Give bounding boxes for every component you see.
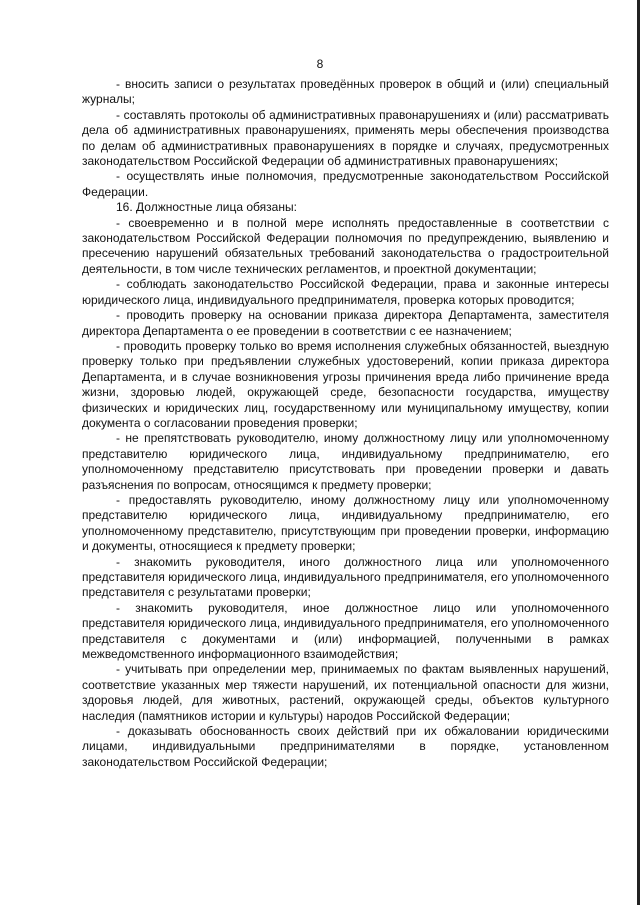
paragraph: - учитывать при определении мер, принимаемых по фактам выявленных нарушений, соответствие указанных мер тяжести нарушений, их потенциальной опасности для жизни, здоровья людей, для животных, растений, окружающей среды, объектов культурного наследия (памятников истории и культуры) народов Российской Федерации; (82, 662, 609, 723)
page-number: 8 (316, 57, 324, 71)
paragraph: - не препятствовать руководителю, иному должностному лицу или уполномоченному представителю юридического лица, индивидуальному предпринимателю, его уполномоченному представителю присутствовать при проведении проверки и давать разъяснения по вопросам, относящимся к предмету проверки; (82, 431, 609, 492)
paragraph: - составлять протоколы об административных правонарушениях и (или) рассматривать дела об административных правонарушениях, применять меры обеспечения производства по делам об административных правонарушениях в порядке и случаях, предусмотренных законодательством Российской Федерации об административных правонарушениях; (82, 107, 609, 169)
paragraph: - проводить проверку только во время исполнения служебных обязанностей, выездную проверку только при предъявлении служебных удостоверений, копии приказа директора Департамента, и в случае возникновения угрозы причинения вреда либо причинение вреда жизни, здоровью людей, окружающей среде, безопасности государства, имуществу физических и юридических лиц, государственному или муниципальному имуществу, копии документа о согласовании проведения проверки; (82, 338, 609, 430)
paragraph: - предоставлять руководителю, иному должностному лицу или уполномоченному представителю юридического лица, индивидуальному предпринимателю, его уполномоченному представителю, присутствующим при проведении проверки, информацию и документы, относящиеся к предмету проверки; (82, 492, 609, 554)
paragraph: - доказывать обоснованность своих действий при их обжаловании юридическими лицами, индивидуальными предпринимателями в порядке, установленном законодательством Российской Федерации; (82, 724, 609, 769)
paragraph: - соблюдать законодательство Российской Федерации, права и законные интересы юридического лица, индивидуального предпринимателя, проверка которых проводится; (82, 277, 609, 307)
paragraph: - проводить проверку на основании приказа директора Департамента, заместителя директора Департамента о ее проведении в соответствии с ее назначением; (82, 308, 609, 338)
section-heading: 16. Должностные лица обязаны: (116, 200, 297, 215)
paragraph: - своевременно и в полной мере исполнять предоставленные в соответствии с законодательством Российской Федерации полномочия по предупреждению, выявлению и пресечению нарушений обязательных требований законодательства о градостроительной деятельности, в том числе технических регламентов, и проектной документации; (82, 215, 609, 276)
paragraph: - осуществлять иные полномочия, предусмотренные законодательством Российской Федерации. (82, 169, 609, 199)
document-body (82, 77, 609, 770)
paragraph: - знакомить руководителя, иного должностного лица или уполномоченного представителя юридического лица, индивидуального предпринимателя, его уполномоченного представителя с результатами проверки; (82, 554, 609, 600)
paragraph: - вносить записи о результатах проведённых проверок в общий и (или) специальный журналы; (82, 77, 609, 107)
paragraph: - знакомить руководителя, иное должностное лицо или уполномоченного представителя юридического лица, индивидуального предпринимателя, его уполномоченного представителя с документами и (или) информацией, полученными в рамках межведомственного информационного взаимодействия; (82, 600, 609, 662)
